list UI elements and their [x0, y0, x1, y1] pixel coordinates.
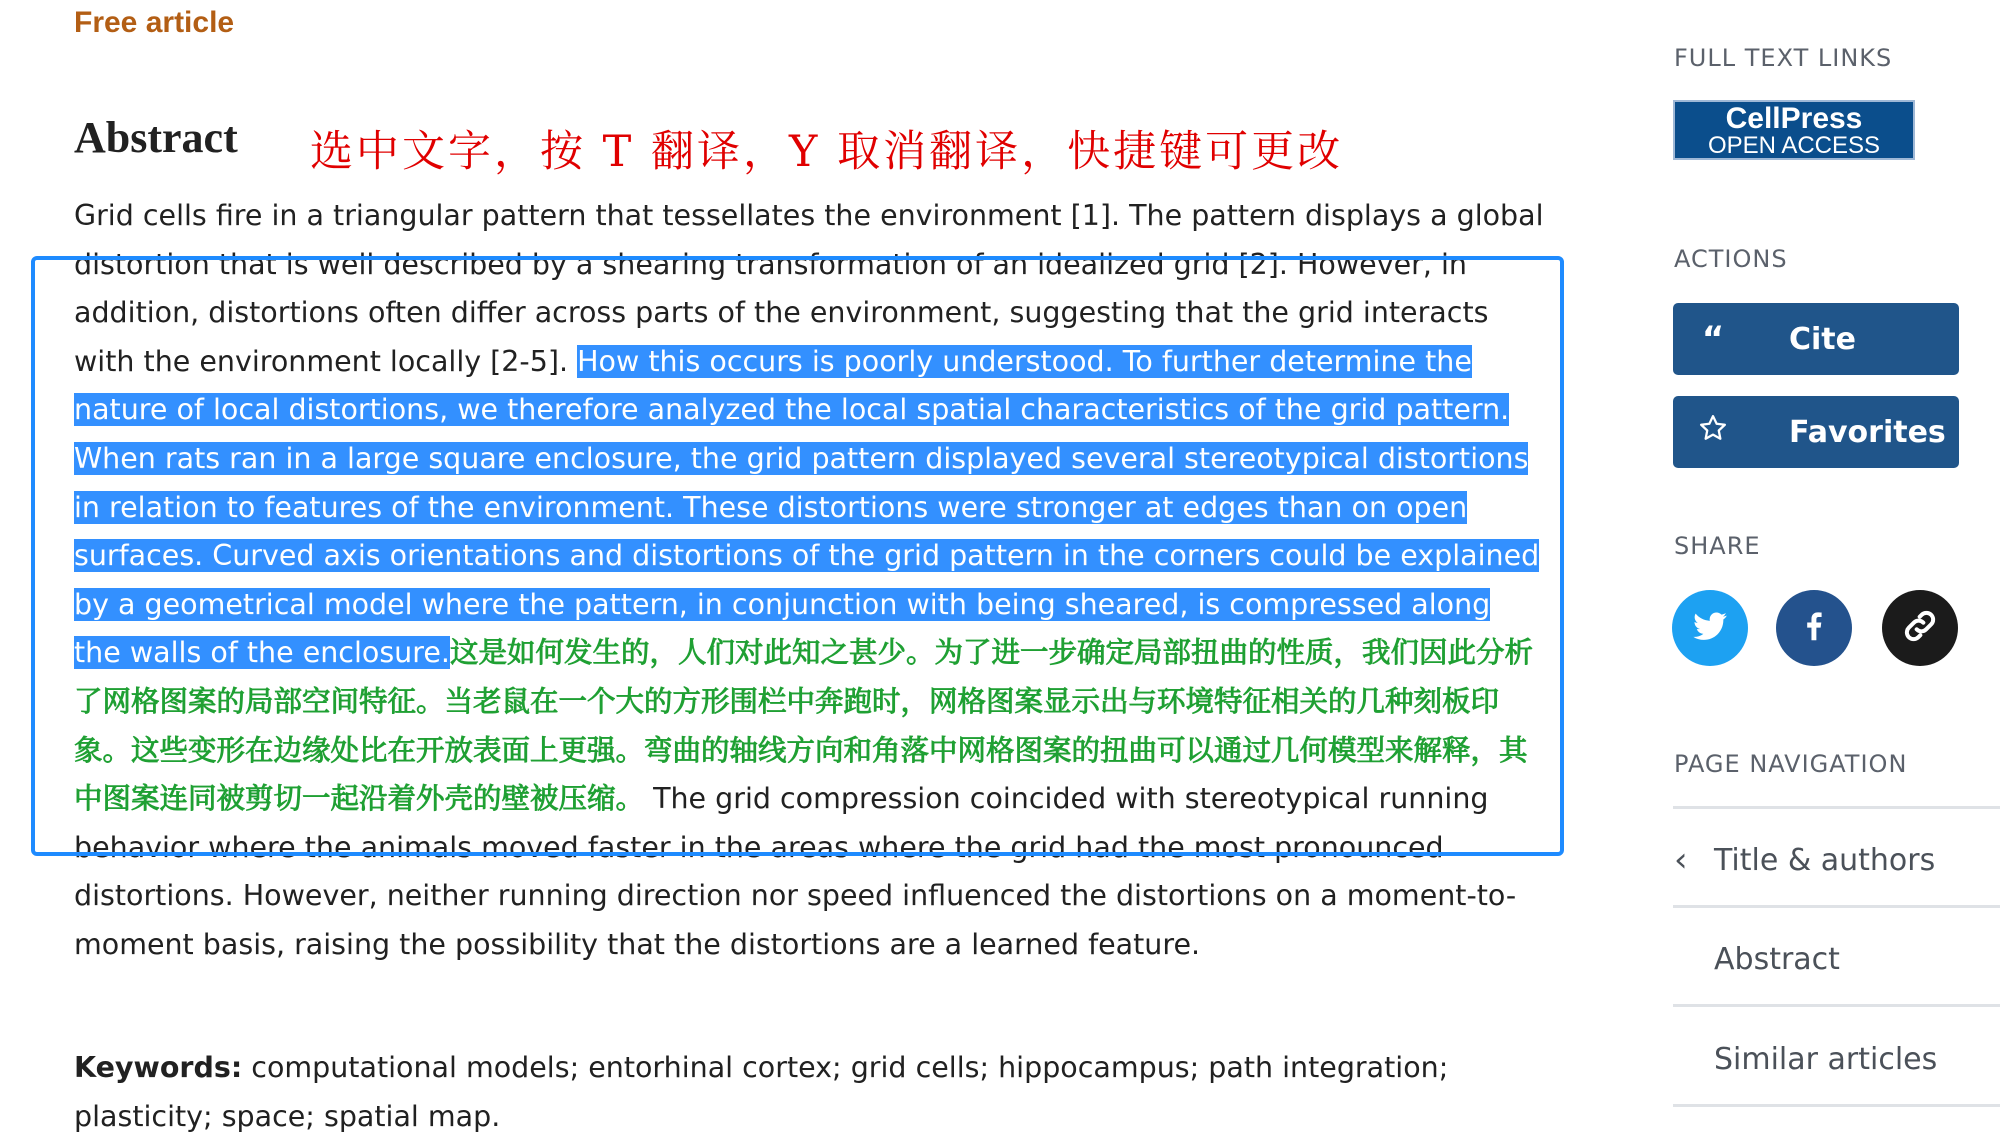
- open-access-text: OPEN ACCESS: [1707, 132, 1881, 159]
- keywords-label: Keywords:: [74, 1051, 243, 1084]
- quote-icon: “: [1701, 319, 1725, 359]
- cite-button[interactable]: [1673, 303, 1959, 375]
- abstract-selected-text[interactable]: How this occurs is poorly understood. To further determine the nature of local distortions, we therefore analyzed the local spatial characteristics of the grid pattern. When rats ran in a large square enclosure, the grid pattern displayed several stereotypical distortions in relation to features of the environment. These distortions were stronger at edges than on open surfaces. Curved axis orientations and distortions of the grid pattern in the corners could be explained by a geometrical model where the pattern, in conjunction with being sheared, is compressed along the walls of the enclosure.: [74, 344, 1540, 670]
- nav-divider: [1673, 806, 2000, 809]
- nav-item-similar-articles[interactable]: Similar articles: [1714, 1042, 1938, 1077]
- facebook-icon: [1795, 607, 1833, 649]
- twitter-share-button[interactable]: [1672, 590, 1748, 666]
- cellpress-open-access-link[interactable]: [1673, 100, 1915, 160]
- cite-label: Cite: [1789, 321, 1856, 357]
- abstract-text-after: The grid compression coincided with stereotypical running behavior where the animals moved faster in the areas where the grid had the most pronounced distortions. However, neither running direction nor speed influenced the distortions on a moment-to-moment basis, raising the possibility that the distortions are a learned feature.: [74, 782, 1517, 961]
- nav-divider: [1673, 1004, 2000, 1007]
- link-icon: [1900, 606, 1940, 650]
- nav-divider: [1673, 1104, 2000, 1107]
- chevron-left-icon: ‹: [1674, 840, 1688, 880]
- abstract-paragraph[interactable]: [74, 192, 1544, 970]
- favorites-button[interactable]: [1673, 396, 1959, 468]
- share-label: SHARE: [1674, 532, 1761, 560]
- actions-label: ACTIONS: [1674, 245, 1788, 273]
- star-outline-icon: [1673, 412, 1753, 452]
- abstract-text-before: Grid cells fire in a triangular pattern that tessellates the environment [1]. The pattern displays a global distortion that is well described by a shearing transformation of an idealized grid [2]. However, in addition, distortions often differ across parts of the environment, suggesting that the grid interacts with the environment locally [2-5].: [74, 199, 1544, 378]
- translated-text: 这是如何发生的，人们对此知之甚少。为了进一步确定局部扭曲的性质，我们因此分析了网格图案的局部空间特征。当老鼠在一个大的方形围栏中奔跑时，网格图案显示出与环境特征相关的几种刻板印象。这些变形在边缘处比在开放表面上更强。弯曲的轴线方向和角落中网格图案的扭曲可以通过几何模型来解释，其中图案连同被剪切一起沿着外壳的壁被压缩。: [74, 636, 1533, 816]
- facebook-share-button[interactable]: [1776, 590, 1852, 666]
- abstract-body: [74, 192, 1544, 970]
- full-text-links-label: FULL TEXT LINKS: [1674, 44, 1893, 72]
- free-article-label: Free article: [74, 6, 235, 39]
- keywords-text: computational models; entorhinal cortex; grid cells; hippocampus; path integration; plasticity; space; spatial map.: [74, 1051, 1449, 1133]
- translation-hint: 选中文字，按 T 翻译，Y 取消翻译，快捷键可更改: [310, 127, 1344, 177]
- twitter-icon: [1690, 606, 1730, 650]
- abstract-heading: Abstract: [74, 113, 238, 162]
- keywords: [74, 1044, 1544, 1141]
- nav-item-title-authors[interactable]: Title & authors: [1714, 843, 1936, 878]
- favorites-label: Favorites: [1789, 414, 1946, 450]
- cellpress-logo-text: CellPress: [1725, 102, 1863, 135]
- nav-item-abstract[interactable]: Abstract: [1714, 942, 1840, 977]
- page-navigation-label: PAGE NAVIGATION: [1674, 750, 1908, 778]
- copy-link-button[interactable]: [1882, 590, 1958, 666]
- nav-divider: [1673, 905, 2000, 908]
